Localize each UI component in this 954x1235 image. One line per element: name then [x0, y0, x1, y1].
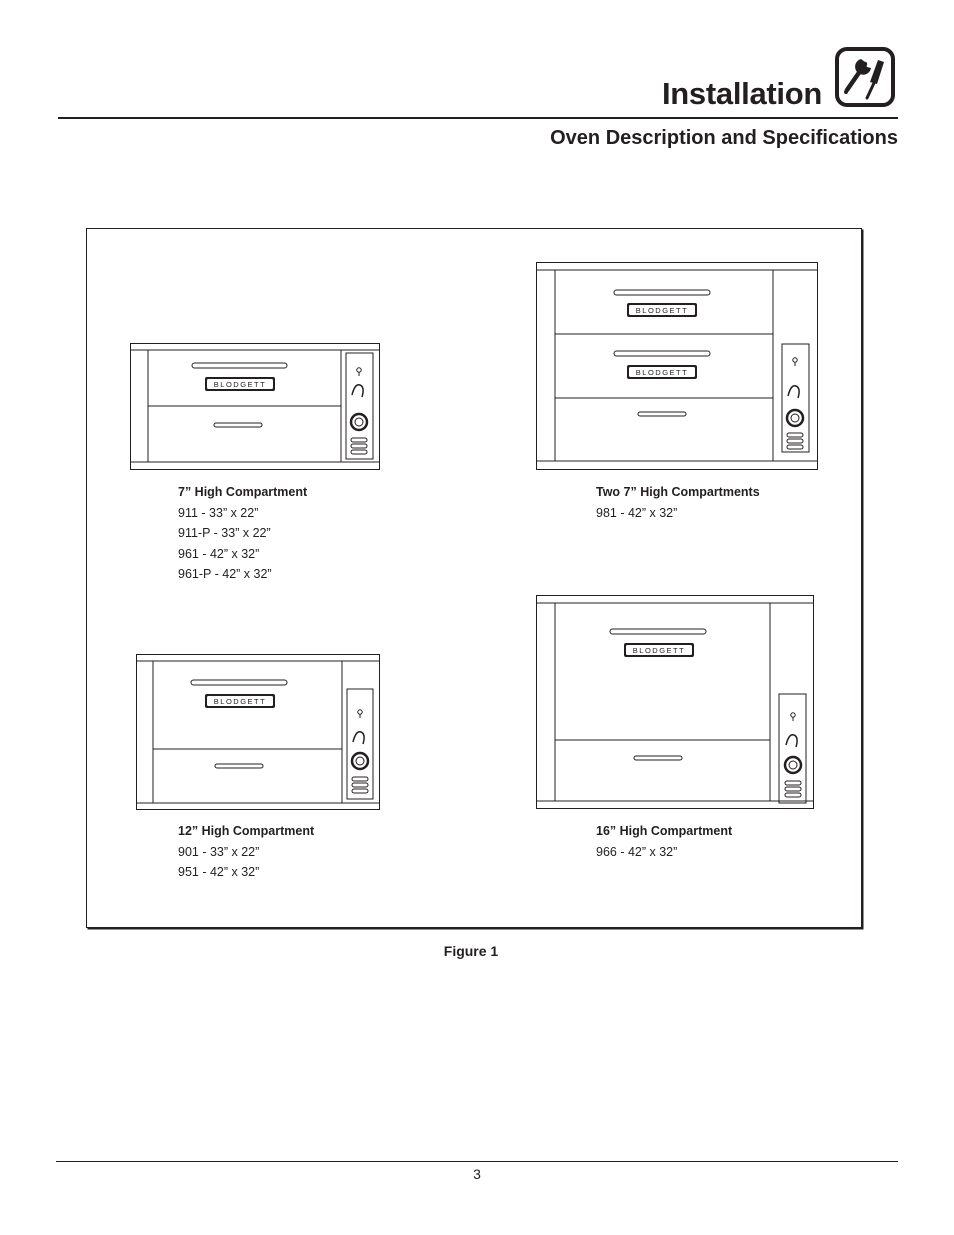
spec-line: 901 - 33” x 22” — [178, 844, 260, 859]
footer-divider — [56, 1161, 898, 1162]
spec-line: 961-P - 42” x 32” — [178, 567, 272, 581]
header-divider — [58, 117, 898, 119]
control-panel — [787, 358, 803, 449]
oven-illustration-two-7-inch — [536, 262, 820, 472]
control-panel — [785, 713, 801, 797]
svg-text:BLODGETT: BLODGETT — [213, 697, 267, 707]
caption-two-7-inch — [596, 482, 760, 523]
svg-text:BLODGETT: BLODGETT — [635, 306, 689, 316]
blodgett-logo — [627, 365, 697, 379]
caption-7-inch — [178, 482, 307, 585]
figure-label: Figure 1 — [443, 943, 499, 959]
blodgett-logo — [205, 694, 275, 708]
spec-line: 911 - 33” x 22” — [178, 505, 259, 520]
spec-line: 961 - 42” x 32” — [178, 546, 260, 561]
blodgett-logo — [624, 643, 694, 657]
svg-text:BLODGETT: BLODGETT — [632, 646, 686, 656]
caption-title: 12” High Compartment — [178, 824, 315, 838]
spec-line: 911-P - 33” x 22” — [178, 526, 271, 540]
blodgett-logo — [627, 303, 697, 317]
oven-illustration-16-inch — [536, 595, 816, 811]
spec-line: 966 - 42” x 32” — [596, 844, 678, 859]
section-title: Oven Description and Specifications — [550, 127, 898, 149]
caption-title: 7” High Compartment — [178, 485, 308, 499]
svg-text:BLODGETT: BLODGETT — [635, 368, 689, 378]
caption-title: Two 7” High Compartments — [596, 485, 760, 499]
svg-text:BLODGETT: BLODGETT — [213, 380, 267, 390]
control-panel — [351, 368, 367, 454]
oven-illustration-7-inch — [130, 343, 381, 471]
page-title: Installation — [661, 76, 822, 111]
blodgett-logo — [205, 377, 275, 391]
wrench-screwdriver-icon — [834, 46, 896, 108]
spec-line: 981 - 42” x 32” — [596, 505, 678, 520]
control-panel — [352, 710, 368, 793]
spec-line: 951 - 42” x 32” — [178, 865, 260, 879]
caption-title: 16” High Compartment — [596, 824, 733, 838]
oven-illustration-12-inch — [136, 654, 381, 811]
caption-12-inch — [178, 821, 314, 883]
page-number: 3 — [473, 1166, 481, 1182]
caption-16-inch — [596, 821, 732, 862]
